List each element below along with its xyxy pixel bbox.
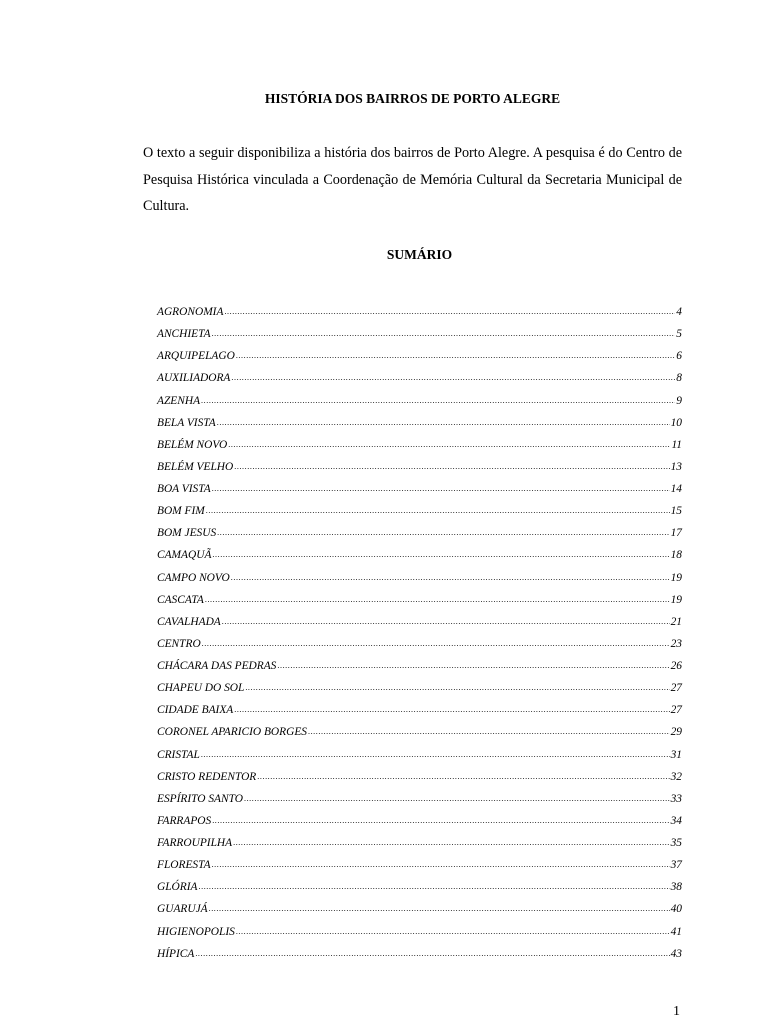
toc-entry[interactable] — [157, 547, 682, 569]
toc-entry-page: 8 — [676, 372, 682, 385]
toc-entry-page: 13 — [670, 460, 682, 473]
toc-entry[interactable] — [157, 658, 682, 680]
toc-entry-name: ESPÍRITO SANTO — [157, 792, 243, 805]
toc-dot-leader — [244, 791, 670, 805]
toc-entry-page: 35 — [670, 837, 682, 849]
toc-dot-leader — [212, 547, 669, 561]
toc-entry[interactable] — [157, 769, 682, 791]
toc-entry[interactable] — [157, 724, 682, 746]
toc-dot-leader — [201, 393, 675, 407]
toc-entry[interactable] — [157, 370, 682, 392]
toc-entry-name: CIDADE BAIXA — [157, 704, 234, 717]
toc-dot-leader — [202, 636, 670, 650]
toc-dot-leader — [245, 680, 669, 694]
toc-entry[interactable] — [157, 326, 682, 348]
toc-entry-page: 43 — [670, 947, 682, 960]
toc-entry-page: 23 — [670, 637, 682, 650]
toc-entry-name: AUXILIADORA — [157, 372, 231, 385]
toc-dot-leader — [224, 304, 675, 318]
toc-entry[interactable] — [157, 702, 682, 724]
toc-entry[interactable] — [157, 879, 682, 901]
toc-entry[interactable] — [157, 835, 682, 857]
toc-dot-leader — [234, 459, 669, 473]
toc-entry-name: CRISTAL — [157, 748, 200, 761]
toc-entry-page: 6 — [676, 350, 682, 363]
toc-entry-page: 32 — [670, 770, 682, 783]
toc-dot-leader — [228, 437, 670, 451]
toc-dot-leader — [308, 724, 670, 738]
toc-entry-page: 37 — [670, 859, 682, 872]
toc-entry-name: BELÉM NOVO — [157, 438, 228, 451]
toc-entry[interactable] — [157, 901, 682, 923]
toc-entry-name: BOM JESUS — [157, 527, 217, 540]
toc-entry-name: FLORESTA — [157, 859, 211, 872]
toc-dot-leader — [231, 570, 670, 584]
toc-entry-name: HIGIENOPOLIS — [157, 925, 235, 938]
toc-entry-page: 9 — [676, 394, 682, 407]
toc-entry[interactable] — [157, 525, 682, 547]
toc-entry-page: 41 — [670, 925, 682, 938]
toc-entry-name: AGRONOMIA — [157, 306, 224, 318]
toc-entry-page: 18 — [670, 549, 682, 562]
toc-entry[interactable] — [157, 680, 682, 702]
toc-dot-leader — [209, 901, 670, 915]
toc-dot-leader — [277, 658, 669, 672]
toc-entry[interactable] — [157, 592, 682, 614]
toc-entry-page: 34 — [670, 814, 682, 827]
toc-entry-name: HÍPICA — [157, 947, 195, 960]
toc-dot-leader — [257, 769, 669, 783]
toc-entry[interactable] — [157, 304, 682, 326]
toc-entry-name: AZENHA — [157, 394, 201, 407]
toc-entry-name: CAMAQUÃ — [157, 549, 212, 562]
toc-entry-name: CHAPEU DO SOL — [157, 682, 245, 695]
toc-entry-page: 15 — [670, 505, 682, 518]
toc-entry[interactable] — [157, 946, 682, 968]
toc-entry-name: GLÓRIA — [157, 881, 198, 894]
toc-entry-name: BOA VISTA — [157, 483, 211, 495]
toc-entry-name: ANCHIETA — [157, 328, 211, 341]
toc-heading: SUMÁRIO — [386, 247, 453, 262]
toc-entry-page: 21 — [670, 615, 682, 628]
page-number: 1 — [673, 1004, 680, 1019]
toc-entry[interactable] — [157, 614, 682, 636]
toc-entry-page: 38 — [670, 881, 682, 894]
toc-dot-leader — [231, 370, 675, 384]
toc-dot-leader — [236, 924, 670, 938]
toc-entry[interactable] — [157, 857, 682, 879]
toc-dot-leader — [222, 614, 670, 628]
toc-dot-leader — [205, 592, 670, 606]
toc-entry-page: 4 — [676, 306, 682, 318]
toc-entry-page: 26 — [670, 660, 682, 672]
toc-entry-page: 10 — [670, 416, 682, 429]
toc-dot-leader — [212, 326, 676, 340]
document-title: HISTÓRIA DOS BAIRROS DE PORTO ALEGRE — [264, 91, 561, 106]
toc-dot-leader — [212, 813, 669, 827]
toc-entry-page: 19 — [670, 593, 682, 606]
toc-entry-name: BOM FIM — [157, 505, 205, 518]
toc-entry-page: 33 — [670, 792, 682, 805]
toc-entry-page: 27 — [670, 704, 682, 717]
toc-entry-page: 5 — [676, 328, 682, 341]
toc-dot-leader — [233, 835, 670, 849]
toc-entry-page: 27 — [670, 682, 682, 695]
toc-entry-page: 19 — [670, 571, 682, 584]
toc-entry-page: 31 — [670, 748, 682, 761]
toc-dot-leader — [217, 415, 670, 429]
toc-entry[interactable] — [157, 791, 682, 813]
toc-entry[interactable] — [157, 503, 682, 525]
toc-entry-name: ARQUIPELAGO — [157, 350, 235, 363]
toc-dot-leader — [201, 747, 670, 761]
toc-entry-name: GUARUJÁ — [157, 903, 208, 916]
toc-dot-leader — [212, 857, 670, 871]
toc-entry-name: CAMPO NOVO — [157, 571, 230, 584]
toc-entry-name: CENTRO — [157, 637, 201, 650]
toc-entry-name: FARRAPOS — [157, 814, 212, 827]
toc-entry[interactable] — [157, 636, 682, 658]
toc-entry-name: CRISTO REDENTOR — [157, 770, 257, 783]
intro-paragraph: O texto a seguir disponibiliza a história dos bairros de Porto Alegre. A pesquisa é do Centro de Pesquisa Histórica vinculada a Coordenação de Memória Cultural da Secretaria Municipal de Cultura. — [143, 145, 682, 214]
toc-entry-name: CHÁCARA DAS PEDRAS — [157, 660, 277, 672]
toc-entry-name: CAVALHADA — [157, 615, 221, 628]
toc-entry-page: 11 — [671, 438, 682, 451]
toc-entry-name: BELÉM VELHO — [157, 460, 234, 473]
toc-entry[interactable] — [157, 813, 682, 835]
toc-dot-leader — [199, 879, 670, 893]
toc-entry[interactable] — [157, 437, 682, 459]
toc-entry[interactable] — [157, 570, 682, 592]
toc-entry-name: CORONEL APARICIO BORGES — [157, 726, 307, 739]
toc-entry[interactable] — [157, 747, 682, 769]
toc-entry-name: BELA VISTA — [157, 416, 216, 429]
toc-entry-page: 14 — [670, 483, 682, 495]
toc-dot-leader — [206, 503, 670, 517]
toc-dot-leader — [217, 525, 669, 539]
toc-entry[interactable] — [157, 348, 682, 370]
toc-dot-leader — [195, 946, 669, 960]
toc-entry[interactable] — [157, 459, 682, 481]
toc-entry-name: CASCATA — [157, 593, 204, 606]
table-of-contents — [157, 304, 682, 968]
toc-entry-page: 29 — [670, 726, 682, 739]
toc-entry[interactable] — [157, 415, 682, 437]
toc-entry[interactable] — [157, 393, 682, 415]
toc-entry[interactable] — [157, 481, 682, 503]
toc-entry-page: 17 — [670, 527, 682, 540]
toc-entry-page: 40 — [670, 903, 682, 916]
toc-dot-leader — [234, 702, 669, 716]
toc-dot-leader — [236, 348, 675, 362]
toc-dot-leader — [212, 481, 670, 495]
toc-entry-name: FARROUPILHA — [157, 837, 233, 849]
toc-entry[interactable] — [157, 924, 682, 946]
